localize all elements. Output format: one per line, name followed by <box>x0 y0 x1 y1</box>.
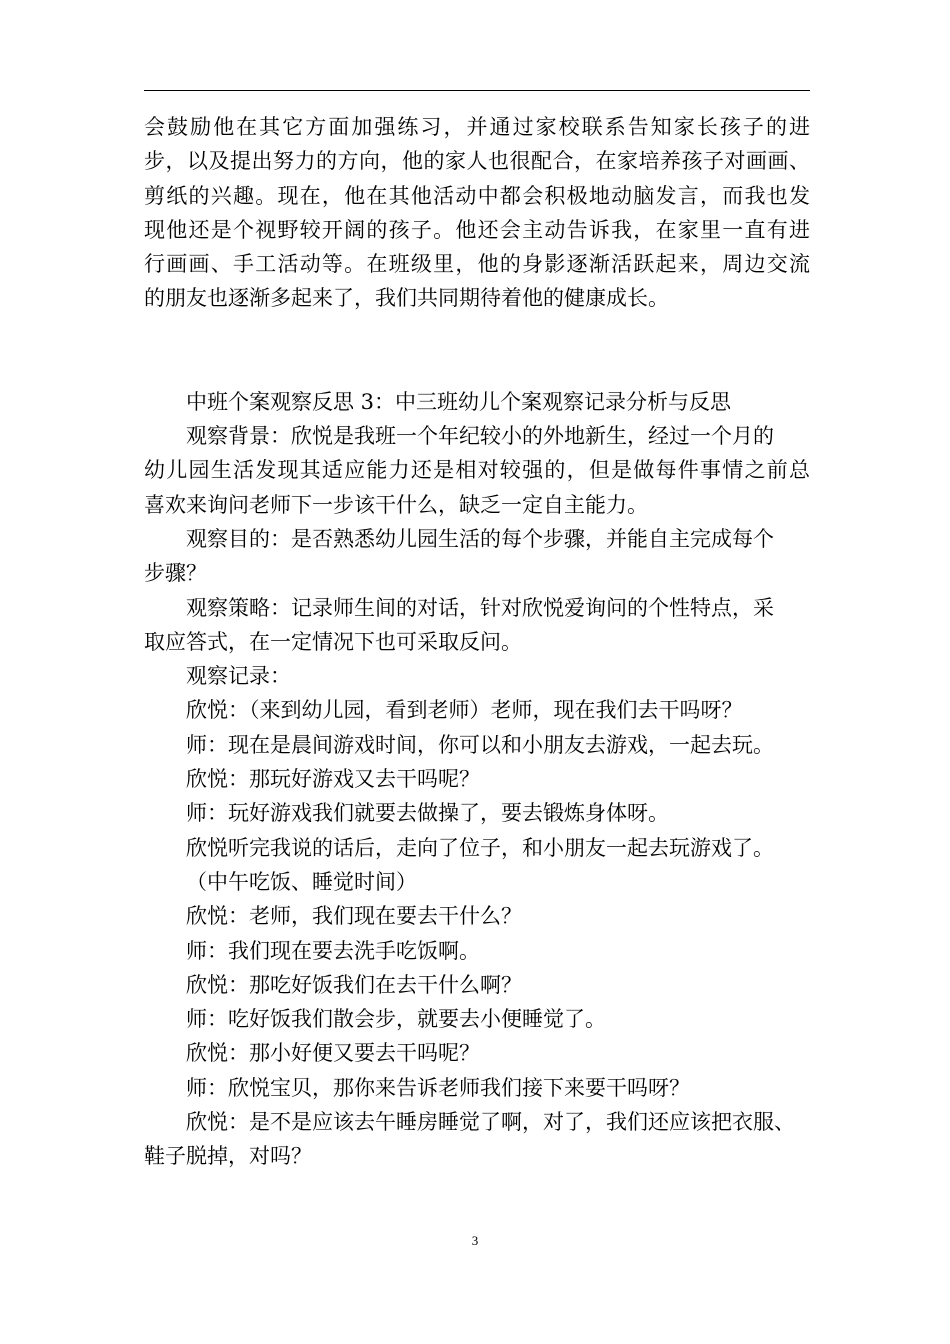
text-line: 会鼓励他在其它方面加强练习，并通过家校联系告知家长孩子的进 <box>144 115 810 139</box>
dialogue-line: 欣悦：（来到幼儿园，看到老师）老师，现在我们去干吗呀？ <box>186 698 743 723</box>
dialogue-line: 师：欣悦宝贝，那你来告诉老师我们接下来要干吗呀？ <box>186 1075 690 1100</box>
section-gap <box>144 316 814 385</box>
dialogue-line: 师：现在是晨间游戏时间，你可以和小朋友去游戏，一起去玩。 <box>186 732 774 757</box>
dialogue-line: 欣悦：那小好便又要去干吗呢？ <box>186 1041 480 1066</box>
text-line: 观察目的：是否熟悉幼儿园生活的每个步骤，并能自主完成每个 <box>186 526 774 551</box>
text-line: 幼儿园生活发现其适应能力还是相对较强的，但是做每件事情之前总 <box>144 458 810 483</box>
header-rule <box>144 90 810 91</box>
dialogue-line: 师：我们现在要去洗手吃饭啊。 <box>186 938 480 963</box>
text-line: 观察策略：记录师生间的对话，针对欣悦爱询问的个性特点，采 <box>186 595 774 620</box>
section-title: 中班个案观察反思 3：中三班幼儿个案观察记录分析与反思 <box>186 389 732 414</box>
text-line: 鞋子脱掉，对吗？ <box>144 1144 312 1169</box>
text-line: 喜欢来询问老师下一步该干什么，缺乏一定自主能力。 <box>144 492 648 517</box>
dialogue-line: 欣悦：那吃好饭我们在去干什么啊？ <box>186 972 522 997</box>
text-line: 观察背景：欣悦是我班一个年纪较小的外地新生，经过一个月的 <box>186 424 774 449</box>
dialogue-line: 欣悦：老师，我们现在要去干什么？ <box>186 904 522 929</box>
text-line: 剪纸的兴趣。现在，他在其他活动中都会积极地动脑发言，而我也发 <box>144 183 810 208</box>
text-line: 欣悦：是不是应该去午睡房睡觉了啊，对了，我们还应该把衣服、 <box>186 1110 795 1135</box>
dialogue-line: （中午吃饭、睡觉时间） <box>186 869 417 894</box>
text-line: 取应答式，在一定情况下也可采取反问。 <box>144 629 522 654</box>
dialogue-line: 师：吃好饭我们散会步，就要去小便睡觉了。 <box>186 1007 606 1032</box>
dialogue-line: 欣悦听完我说的话后，走向了位子，和小朋友一起去玩游戏了。 <box>186 835 774 860</box>
record-label: 观察记录： <box>186 664 291 689</box>
text-line: 的朋友也逐渐多起来了，我们共同期待着他的健康成长。 <box>144 286 669 311</box>
dialogue-line: 欣悦：那玩好游戏又去干吗呢？ <box>186 767 480 792</box>
dialogue-line: 师：玩好游戏我们就要去做操了，要去锻炼身体呀。 <box>186 801 669 826</box>
text-line: 行画画、手工活动等。在班级里，他的身影逐渐活跃起来，周边交流 <box>144 252 810 277</box>
text-line: 现他还是个视野较开阔的孩子。他还会主动告诉我，在家里一直有进 <box>144 217 810 242</box>
text-line: 步，以及提出努力的方向，他的家人也很配合，在家培养孩子对画画、 <box>144 149 810 174</box>
document-body <box>144 110 814 1174</box>
page-number: 3 <box>471 1233 479 1248</box>
text-line: 步骤？ <box>144 561 207 586</box>
